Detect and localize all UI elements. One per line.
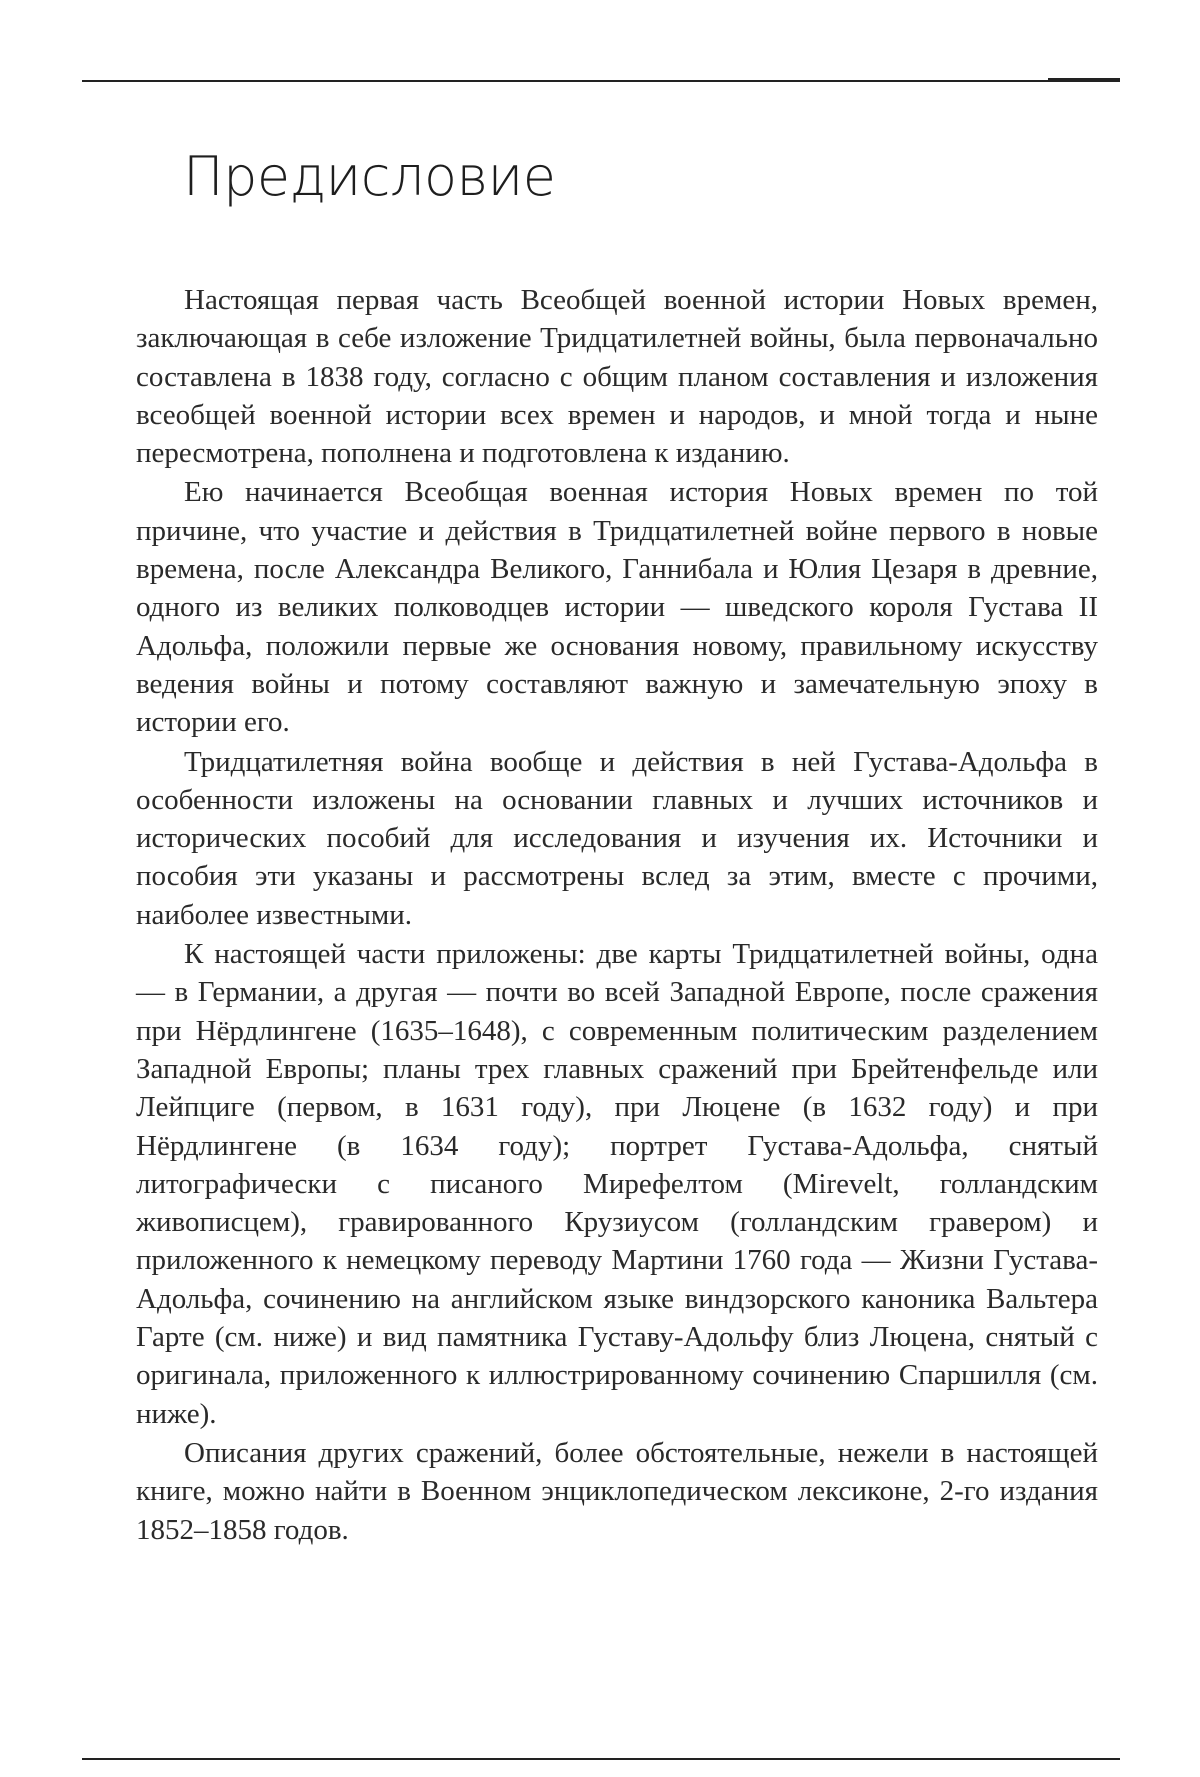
paragraph-4: К настоящей части приложены: две карты Тридцатилетней войны, одна — в Германии, а другая — почти во всей Западной Европе, после сражения при Нёрдлингене (1635–1648), с современным политическим разделением Западной Европы; планы трех главных сражений при Брейтенфельде или Лейпциге (первом, в 1631 году), при Люцене (в 1632 году) и при Нёрдлингене (в 1634 году); портрет Густава-Адольфа, снятый литографически с писаного Мирефелтом (Mirevelt, голландским живописцем), гравированного Крузиусом (голландским гравером) и приложенного к немецкому переводу Мартини 1760 года — Жизни Густава-Адольфа, сочинению на английском языке виндзорского каноника Вальтера Гарте (см. ниже) и вид памятника Густаву-Адольфу близ Люцена, снятый с оригинала, приложенного к иллюстрированному сочинению Спаршилля (см. ниже).: [136, 935, 1098, 1433]
preface-body: [136, 281, 1098, 1550]
bottom-rule: [82, 1758, 1120, 1760]
paragraph-1: Настоящая первая часть Всеобщей военной истории Новых времен, заключающая в себе изложение Тридцатилетней войны, была первоначально составлена в 1838 году, согласно с общим планом составления и изложения всеобщей военной истории всех времен и народов, и мной тогда и ныне пересмотрена, пополнена и подготовлена к изданию.: [136, 281, 1098, 472]
paragraph-5: Описания других сражений, более обстоятельные, нежели в настоящей книге, можно найти в Военном энциклопедическом лексиконе, 2-го издания 1852–1858 годов.: [136, 1434, 1098, 1549]
top-rule-accent: [1048, 78, 1120, 82]
top-rule: [82, 80, 1120, 82]
paragraph-2: Ею начинается Всеобщая военная история Новых времен по той причине, что участие и действия в Тридцатилетней войне первого в новые времена, после Александра Великого, Ганнибала и Юлия Цезаря в древние, одного из великих полководцев истории — шведского короля Густава II Адольфа, положили первые же основания новому, правильному искусству ведения войны и потому составляют важную и замечательную эпоху в истории его.: [136, 473, 1098, 741]
paragraph-3: Тридцатилетняя война вообще и действия в ней Густава-Адольфа в особенности изложены на основании главных и лучших источников и исторических пособий для исследования и изучения их. Источники и пособия эти указаны и рассмотрены вслед за этим, вместе с прочими, наиболее известными.: [136, 743, 1098, 934]
page-title: Предисловие: [183, 150, 555, 204]
